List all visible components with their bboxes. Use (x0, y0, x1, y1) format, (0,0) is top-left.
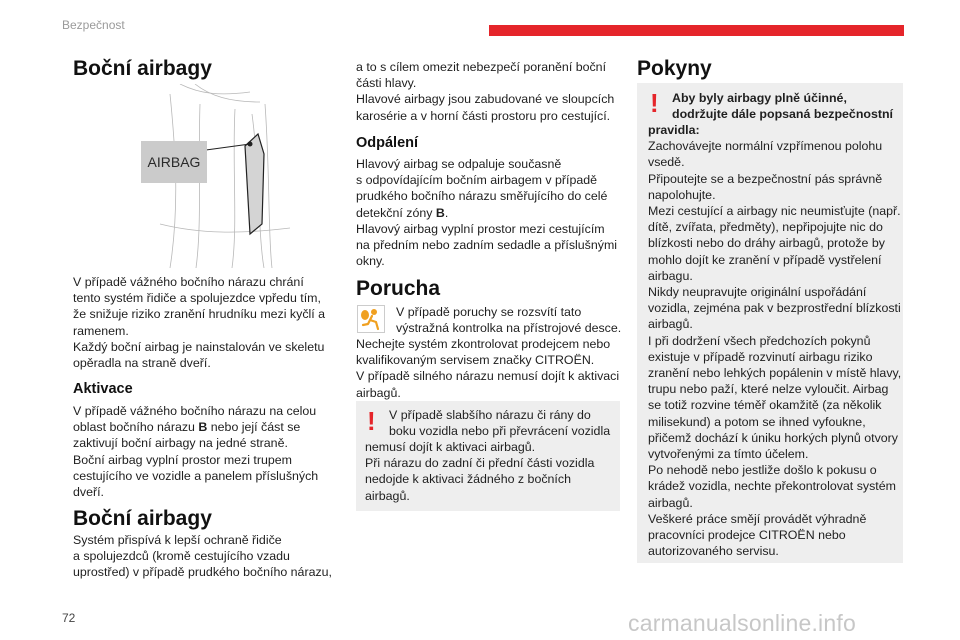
fault-heading: Porucha (356, 277, 441, 300)
instructions-text: pravidla: Zachovávejte normální vzpřímenou polohu vsedě. Připoutejte se a bezpečnostní pás správně napolohujte. Mezi cestující a airbagy nic neumisťujte (např. dítě, zvířata, předměty), nepřipojujte nic do blízkosti nebo do dráhy airbagů, protože by mohlo dojít ke zranění v případě vystřelení airbagu. Nikdy neupravujte originální uspořádání vozidla, zejména pak v bezprostřední blízkosti airbagů. I při dodržení všech předchozích pokynů existuje v případě rozvinutí airbagu riziko zranění nebo lehkých popálenin v místě hlavy, trupu nebo paží, které nelze vyloučit. Airbag se totiž rozvine téměř okamžitě (za několik milisekund) a potom se ihned vyfoukne, přičemž dochází k úniku horkých plynů otvory vytvořenými za tímto účelem. Po nehodě nebo jestliže došlo k pokusu o krádež vozidla, nechte překontrolovat systém airbagů. Veškeré práce smějí provádět výhradně pracovníci prodejce CITROËN nebo autorizovaného servisu. (648, 123, 902, 559)
fault-warning-text: nemusí dojít k aktivaci airbagů. Při nárazu do zadní či přední části vozidla nedojde k aktivaci žádného z bočních airbagů. (365, 440, 595, 503)
fault-text: Nechejte systém zkontrolovat prodejcem nebo kvalifikovaným servisem značky CITROËN. V případě silného nárazu nemusí dojít k aktivaci airbagů. (356, 337, 620, 400)
section-title: Bezpečnost (62, 18, 125, 32)
curtain-airbags-text: Systém přispívá k lepší ochraně řidiče a spolujezdců (kromě cestujícího vzadu uprostřed) v případě prudkého bočního nárazu, (73, 533, 332, 580)
curtain-airbags-continued: a to s cílem omezit nebezpečí poranění boční části hlavy. Hlavové airbagy jsou zabudované ve sloupcích karosérie a v horní části prostoru pro cestující. (356, 60, 615, 123)
exclamation-icon: ! (650, 88, 659, 118)
watermark: carmanualsonline.info (628, 610, 856, 636)
instructions-heading: Pokyny (637, 57, 712, 80)
curtain-airbags-heading: Boční airbagy (73, 507, 212, 530)
activation-heading: Aktivace (73, 381, 133, 397)
deployment-heading: Odpálení (356, 135, 419, 151)
airbag-warning-lamp-icon (357, 305, 385, 333)
activation-text: V případě vážného bočního nárazu na celou oblast bočního nárazu B nebo její část se zaktivují boční airbagy na jedné straně. Boční airbag vyplní prostor mezi trupem cestujícího ve vozidle a panelem příslušných dveří. (73, 404, 319, 500)
pointer-dot-icon (248, 142, 253, 147)
deployment-text: Hlavový airbag se odpaluje současně s odpovídajícím bočním airbagem v případě prudkého bočního nárazu směřujícího do celé detekční zóny B. Hlavový airbag vyplní prostor mezi cestujícím na předním nebo zadním sedadle a příslušnými okny. (356, 157, 618, 269)
page-number: 72 (62, 611, 76, 625)
fault-text-indented: V případě poruchy se rozsvítí tato výstražná kontrolka na přístrojové desce. (396, 305, 622, 336)
airbag-label: AIRBAG (141, 141, 207, 183)
instructions-bold-lines: Aby byly airbagy plně účinné, dodržujte dále popsaná bezpečnostní (672, 91, 893, 122)
exclamation-icon: ! (367, 406, 376, 436)
side-airbags-heading: Boční airbagy (73, 57, 212, 80)
side-airbag-intro: V případě vážného bočního nárazu chrání tento systém řidiče a spolujezdce vpředu tím, že snižuje riziko zranění hrudníku mezi kyčlí a ramenem. Každý boční airbag je nainstalován ve skeletu opěradla na straně dveří. (73, 275, 326, 371)
fault-warning-first-lines: V případě slabšího nárazu či rány do boku vozidla nebo při převrácení vozidla (389, 408, 611, 439)
header-accent-bar (489, 25, 904, 36)
